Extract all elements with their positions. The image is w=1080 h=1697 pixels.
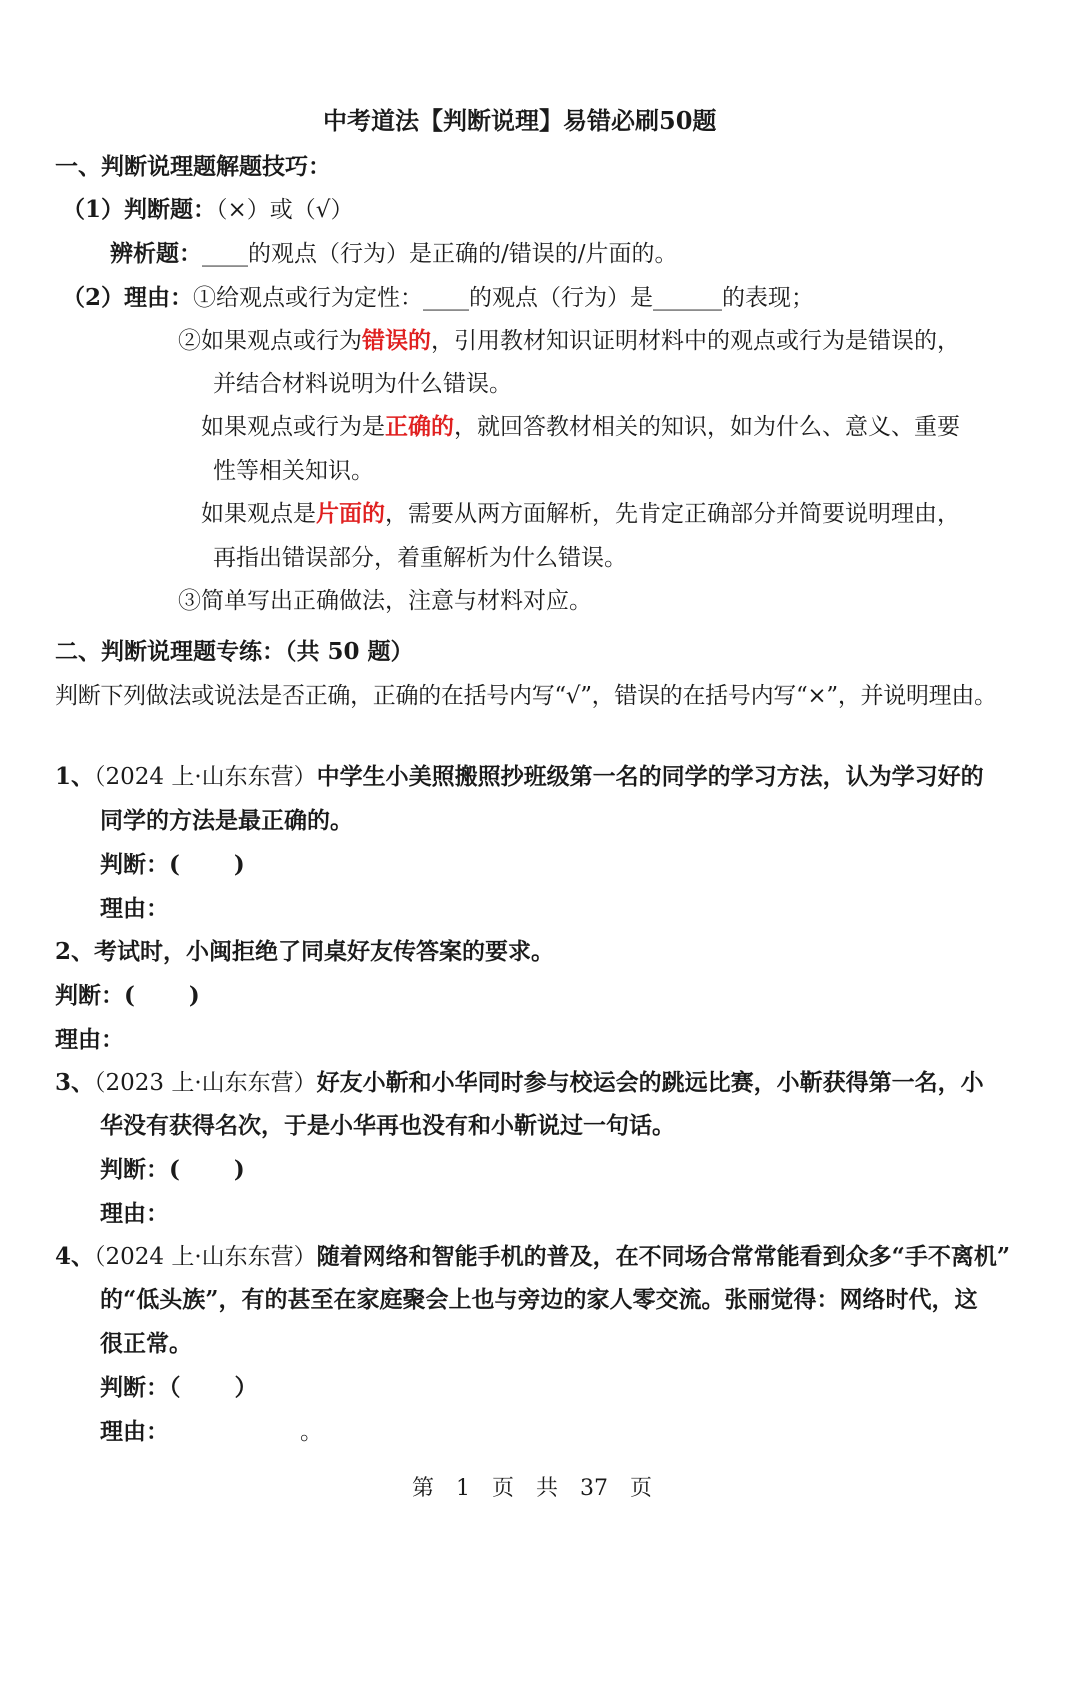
tip-reason-label: （2）理由： (62, 284, 194, 311)
tip-analysis (110, 237, 678, 271)
question-number: 4、 (55, 1243, 95, 1270)
tip-reason-wrong-post: ，引用教材知识证明材料中的观点或行为是错误的， (431, 328, 960, 354)
tip-reason-correct-post: ，就回答教材相关的知识，如为什么、意义、重要 (454, 414, 960, 440)
highlight-correct: 正确的 (385, 413, 454, 440)
tip-analysis-text: ____的观点（行为）是正确的/错误的/片面的。 (202, 241, 678, 267)
judge-line: 判断：( ) (100, 1156, 245, 1183)
question-text-cont: 同学的方法是最正确的。 (100, 807, 353, 834)
highlight-wrong: 错误的 (362, 327, 431, 354)
tip-judge-text: （×）或（√） (216, 197, 354, 223)
tip-reason-partial (201, 497, 960, 531)
reason-line: 理由： (100, 895, 169, 922)
question-source: （2024 上·山东东营） (94, 1244, 317, 1270)
reason-line: 理由： (55, 1026, 124, 1053)
tip-reason-correct (201, 410, 960, 444)
reason-line: 理由： (100, 1200, 169, 1227)
question-1 (55, 760, 984, 794)
tip-reason-correct-cont: 性等相关知识。 (213, 458, 374, 484)
section2-instruction: 判断下列做法或说法是否正确，正确的在括号内写“√”，错误的在括号内写“×”，并说明理由。 (55, 683, 997, 709)
question-2 (55, 935, 554, 969)
tip-reason-wrong (178, 324, 960, 358)
tip-reason-correct-pre: 如果观点或行为是 (201, 414, 385, 440)
tip-reason-text: ①给观点或行为定性：____的观点（行为）是______的表现； (193, 285, 815, 311)
question-text: 考试时，小闽拒绝了同桌好友传答案的要求。 (94, 938, 555, 965)
tip-judge (62, 193, 353, 227)
question-text: 好友小靳和小华同时参与校运会的跳远比赛，小靳获得第一名，小 (316, 1069, 984, 1096)
highlight-partial: 片面的 (316, 500, 385, 527)
question-number: 2、 (55, 938, 95, 965)
question-text: 随着网络和智能手机的普及，在不同场合常常能看到众多“手不离机” (316, 1243, 1011, 1270)
page-footer: 第 1 页 共 37 页 (412, 1476, 652, 1501)
page-title: 中考道法【判断说理】易错必刷50题 (323, 106, 717, 135)
question-source: （2023 上·山东东营） (94, 1070, 317, 1096)
section1-heading: 一、判断说理题解题技巧： (55, 153, 331, 180)
question-4 (55, 1240, 1010, 1274)
tip-reason-partial-post: ，需要从两方面解析，先肯定正确部分并简要说明理由， (385, 501, 960, 527)
tip-reason-partial-pre: 如果观点是 (201, 501, 316, 527)
tip-reason-wrong-pre: ②如果观点或行为 (178, 328, 362, 354)
judge-line: 判断：（ ） (100, 1374, 258, 1401)
question-text-cont: 华没有获得名次，于是小华再也没有和小靳说过一句话。 (100, 1112, 675, 1139)
judge-line: 判断：( ) (55, 982, 200, 1009)
reason-period: 。 (300, 1419, 323, 1445)
judge-line: 判断：( ) (100, 851, 245, 878)
tip-judge-label: （1）判断题： (62, 196, 217, 223)
question-3 (55, 1066, 984, 1100)
question-text: 中学生小美照搬照抄班级第一名的同学的学习方法，认为学习好的 (316, 763, 984, 790)
question-text-cont: 的“低头族”，有的甚至在家庭聚会上也与旁边的家人零交流。张丽觉得：网络时代，这 (100, 1286, 978, 1313)
question-source: （2024 上·山东东营） (94, 764, 317, 790)
section2-heading: 二、判断说理题专练：（共 50 题） (55, 638, 414, 665)
tip-reason-correct-way: ③简单写出正确做法，注意与材料对应。 (178, 588, 592, 614)
question-number: 1、 (55, 763, 95, 790)
tip-reason-partial-cont: 再指出错误部分，着重解析为什么错误。 (213, 545, 627, 571)
tip-reason (62, 281, 814, 315)
reason-line: 理由： (100, 1418, 169, 1445)
tip-reason-wrong-cont: 并结合材料说明为什么错误。 (213, 371, 512, 397)
question-number: 3、 (55, 1069, 95, 1096)
tip-analysis-label: 辨析题： (110, 240, 202, 267)
question-text-cont: 很正常。 (100, 1330, 192, 1357)
